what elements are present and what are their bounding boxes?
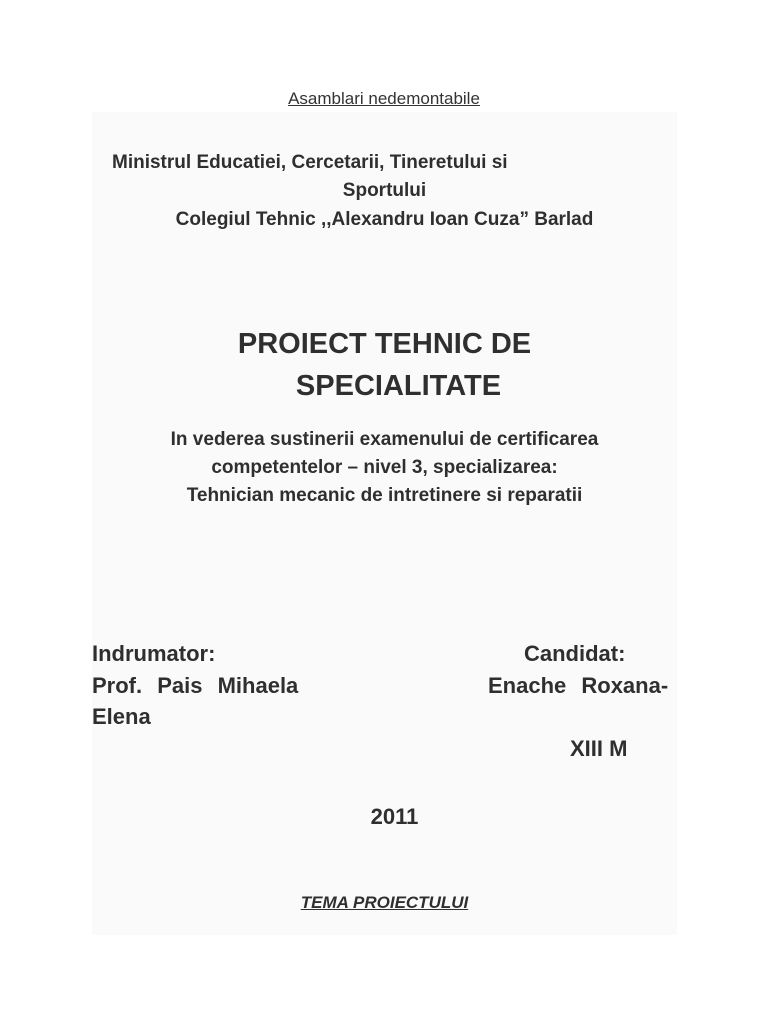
candidate-label: Candidat: [524, 641, 626, 666]
supervisor-label: Indrumator: [92, 641, 216, 666]
subtitle-line-3: Tehnician mecanic de intretinere si reparatii [186, 485, 583, 506]
ministry-line-1: Ministrul Educatiei, Cercetarii, Tineretului si [112, 152, 508, 173]
subtitle-line-2: competentelor – nivel 3, specializarea: [211, 457, 558, 478]
theme-heading: TEMA PROIECTULUI [300, 893, 469, 912]
project-title-line-2: SPECIALITATE [295, 370, 502, 402]
supervisor-name: Prof. Pais Mihaela [92, 673, 299, 698]
subtitle-line-1: In vederea sustinerii examenului de certificarea [170, 429, 599, 450]
project-title-line-1: PROIECT TEHNIC DE [237, 328, 532, 360]
candidate-name-line-2: Elena [92, 704, 151, 729]
candidate-name-line-1: Enache Roxana- [488, 673, 669, 698]
year: 2011 [370, 804, 419, 829]
document-title: Asamblari nedemontabile [288, 89, 480, 108]
college-name: Colegiul Tehnic ,,Alexandru Ioan Cuza” Barlad [175, 209, 594, 230]
candidate-class: XIII M [570, 736, 628, 761]
cover-page [92, 112, 677, 935]
ministry-line-2: Sportului [342, 180, 427, 201]
